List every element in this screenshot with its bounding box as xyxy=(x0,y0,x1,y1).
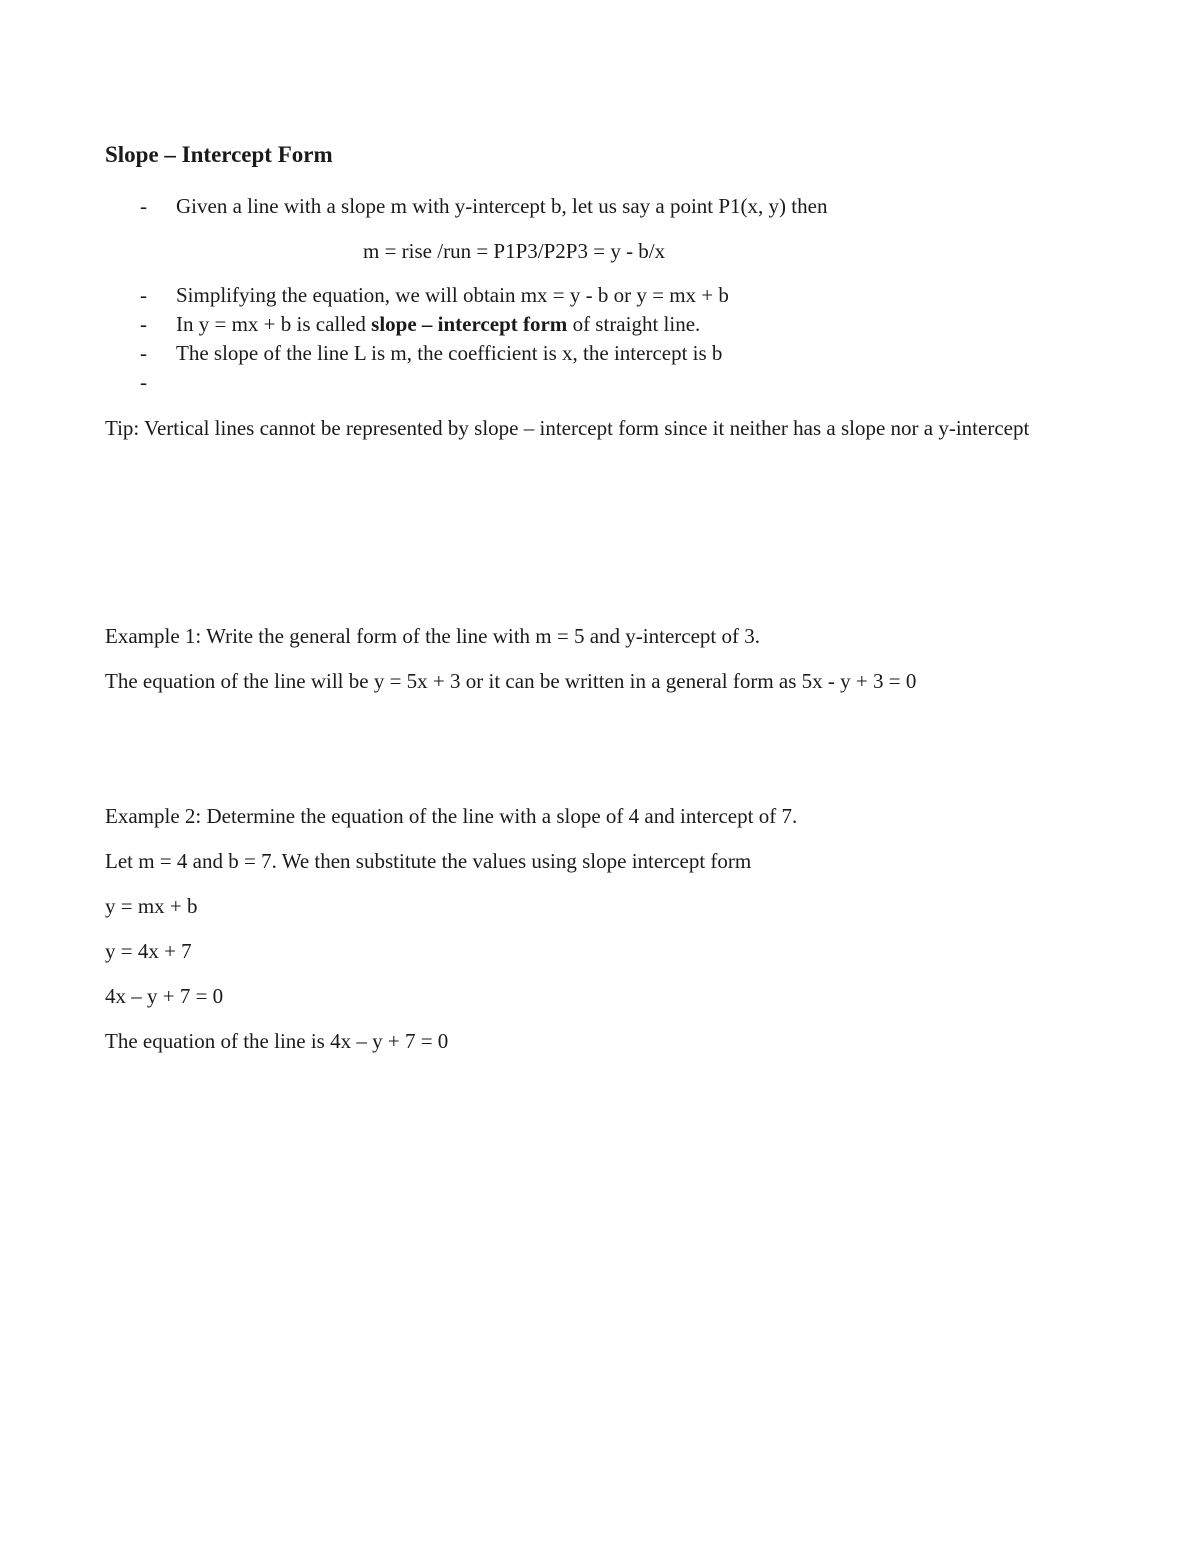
example2-question: Example 2: Determine the equation of the line with a slope of 4 and intercept of 7. xyxy=(105,804,798,828)
example2-conclusion: The equation of the line is 4x – y + 7 = 0 xyxy=(105,1029,449,1053)
bullet-text-bold: slope – intercept form xyxy=(371,312,568,336)
example2-line: Let m = 4 and b = 7. We then substitute the values using slope intercept form xyxy=(105,849,752,873)
bullet-text-pre: In y = mx + b is called xyxy=(176,312,372,336)
bullet-marker: - xyxy=(140,194,147,218)
example2-line: 4x – y + 7 = 0 xyxy=(105,984,224,1008)
bullet-marker: - xyxy=(140,370,147,394)
section-heading: Slope – Intercept Form xyxy=(105,142,333,167)
bullet-marker: - xyxy=(140,283,147,307)
example2-line: y = mx + b xyxy=(105,894,198,918)
bullet-text: Given a line with a slope m with y-intercept b, let us say a point P1(x, y) then xyxy=(176,194,828,218)
bullet-marker: - xyxy=(140,341,147,365)
slope-equation: m = rise /run = P1P3/P2P3 = y - b/x xyxy=(363,239,666,263)
bullet-text: Simplifying the equation, we will obtain mx = y - b or y = mx + b xyxy=(176,283,729,307)
bullet-marker: - xyxy=(140,312,147,336)
example1-answer: The equation of the line will be y = 5x + 3 or it can be written in a general form as 5x - y + 3 = 0 xyxy=(105,669,917,693)
bullet-text xyxy=(176,310,700,338)
example1-question: Example 1: Write the general form of the line with m = 5 and y-intercept of 3. xyxy=(105,624,760,648)
example2-line: y = 4x + 7 xyxy=(105,939,192,963)
bullet-text: The slope of the line L is m, the coefficient is x, the intercept is b xyxy=(176,341,723,365)
bullet-text-post: of straight line. xyxy=(567,312,701,336)
tip-note: Tip: Vertical lines cannot be represented by slope – intercept form since it neither has a slope nor a y-intercept xyxy=(105,416,1030,440)
